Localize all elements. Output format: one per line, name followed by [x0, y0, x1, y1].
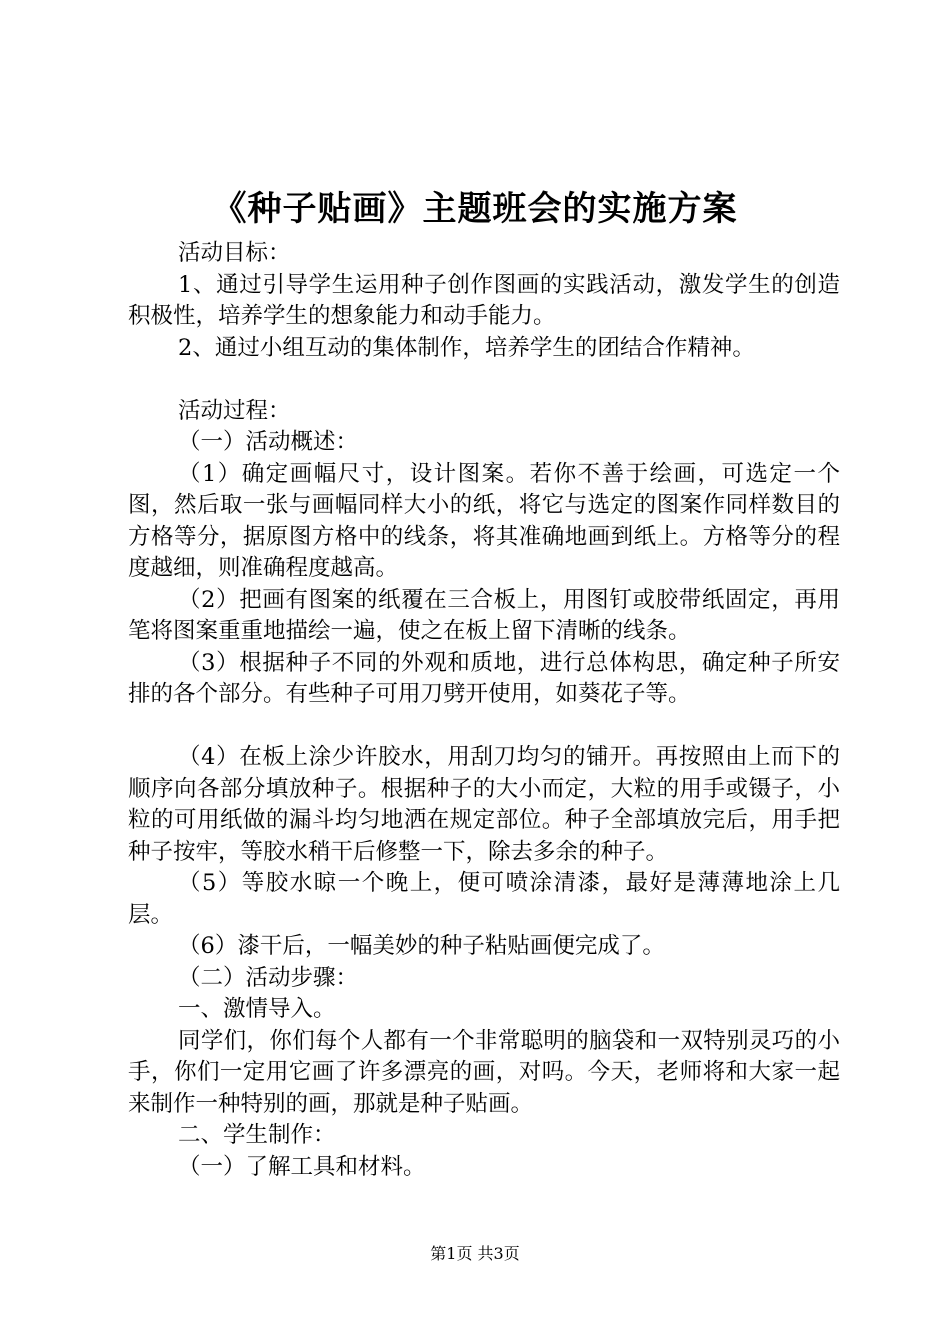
paragraph: （2）把画有图案的纸覆在三合板上，用图钉或胶带纸固定，再用笔将图案重重地描绘一遍，使之在板上留下清晰的线条。 [128, 586, 840, 644]
paragraph: 活动目标： [178, 240, 291, 266]
paragraph: （4）在板上涂少许胶水，用刮刀均匀的铺开。再按照由上而下的顺序向各部分填放种子。根据种子的大小而定，大粒的用手或镊子，小粒的可用纸做的漏斗均匀地洒在规定部位。种子全部填放完后，用手把种子按牢，等胶水稍干后修整一下，除去多余的种子。 [128, 744, 840, 865]
paragraph: （3）根据种子不同的外观和质地，进行总体构思，确定种子所安排的各个部分。有些种子可用刀劈开使用，如葵花子等。 [128, 649, 840, 707]
paragraph: （一）活动概述： [178, 429, 359, 455]
paragraph: （一）了解工具和材料。 [178, 1153, 426, 1180]
document-title: 《种子贴画》主题班会的实施方案 [212, 189, 738, 229]
paragraph: 同学们，你们每个人都有一个非常聪明的脑袋和一双特别灵巧的小手，你们一定用它画了许多漂亮的画，对吗。今天，老师将和大家一起来制作一种特别的画，那就是种子贴画。 [128, 1027, 840, 1117]
blank-line [128, 711, 840, 743]
paragraph: 活动过程： [178, 397, 291, 424]
paragraph: 二、学生制作： [178, 1122, 336, 1148]
blank-line [128, 364, 840, 396]
page-footer: 第1页 共3页 [430, 1244, 520, 1263]
paragraph: （5）等胶水晾一个晚上，便可喷涂清漆，最好是薄薄地涂上几层。 [128, 870, 840, 928]
paragraph: （6）漆干后，一幅美妙的种子粘贴画便完成了。 [178, 933, 665, 959]
paragraph: （二）活动步骤： [178, 964, 359, 991]
paragraph: （1）确定画幅尺寸，设计图案。若你不善于绘画，可选定一个图，然后取一张与画幅同样大小的纸，将它与选定的图案作同样数目的方格等分，据原图方格中的线条，将其准确地画到纸上。方格等分的程度越细，则准确程度越高。 [128, 460, 840, 581]
document-body [128, 238, 840, 1183]
paragraph: 一、激情导入。 [178, 996, 336, 1022]
paragraph: 1、通过引导学生运用种子创作图画的实践活动，激发学生的创造积极性，培养学生的想象能力和动手能力。 [128, 271, 840, 329]
paragraph: 2、通过小组互动的集体制作，培养学生的团结合作精神。 [178, 334, 755, 361]
